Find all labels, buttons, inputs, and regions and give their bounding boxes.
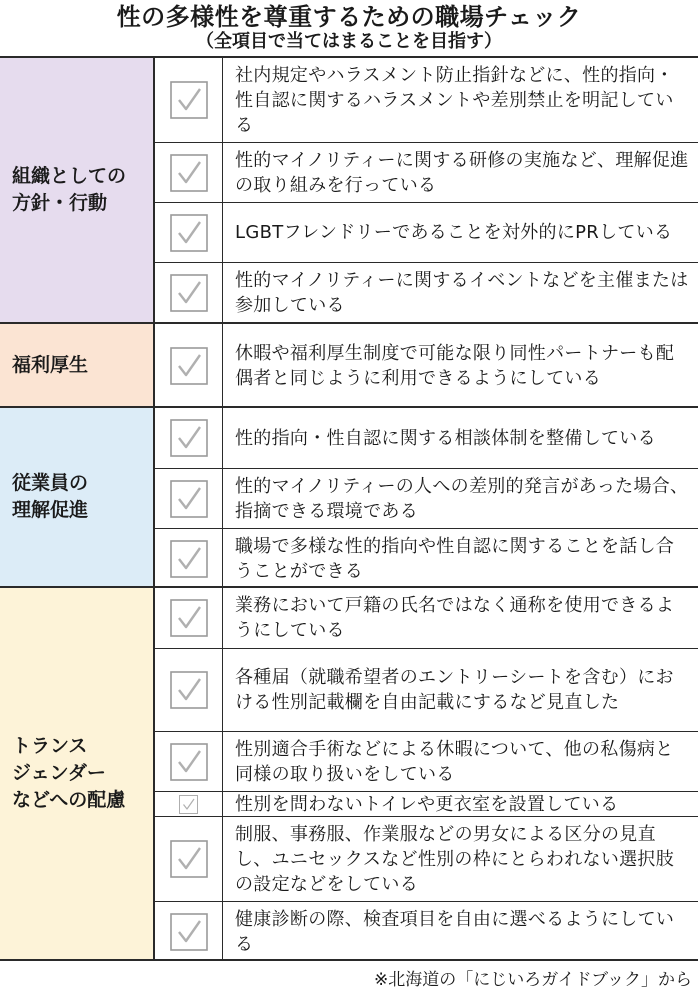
checkbox[interactable] xyxy=(155,529,223,588)
checklist-row xyxy=(155,58,698,142)
checkmark-icon xyxy=(170,274,208,312)
checklist-row xyxy=(155,648,698,731)
category-label: 組織としての 方針・行動 xyxy=(12,165,127,214)
checklist-row xyxy=(155,408,698,468)
checklist-row xyxy=(155,731,698,791)
checklist-item-text: 性的マイノリティーに関する研修の実施など、理解促進の取り組みを行っている xyxy=(235,149,689,196)
checkbox[interactable] xyxy=(155,408,223,468)
checklist-row xyxy=(155,324,698,408)
checkmark-icon xyxy=(170,347,208,385)
checkbox[interactable] xyxy=(155,817,223,901)
checkmark-icon xyxy=(170,540,208,578)
checklist-group xyxy=(0,322,698,406)
checklist-item-text: 性的マイノリティーに関するイベントなどを主催または参加している xyxy=(235,269,689,316)
checklist-row xyxy=(155,901,698,961)
checkmark-icon xyxy=(170,671,208,709)
checklist-item-text: 社内規定やハラスメント防止指針などに、性的指向・性自認に関するハラスメントや差別禁止を明記している xyxy=(235,64,674,136)
category-label: 従業員の 理解促進 xyxy=(12,472,89,521)
checklist-group xyxy=(0,586,698,959)
checkbox[interactable] xyxy=(155,649,223,731)
category-transgender-consideration xyxy=(0,588,155,959)
category-employee-understanding xyxy=(0,408,155,586)
category-label: 福利厚生 xyxy=(12,353,89,376)
checklist-item-text: LGBTフレンドリーであることを対外的にPRしている xyxy=(235,222,673,243)
checklist-item-text: 性別を問わないトイレや更衣室を設置している xyxy=(235,793,619,815)
checklist-row xyxy=(155,791,698,816)
checkmark-icon xyxy=(170,599,208,637)
checklist-item-text: 健康診断の際、検査項目を自由に選べるようにしている xyxy=(235,908,675,955)
checklist-row xyxy=(155,262,698,322)
checkbox[interactable] xyxy=(155,263,223,322)
checkmark-icon xyxy=(179,795,198,814)
checklist-row xyxy=(155,142,698,202)
checklist-row xyxy=(155,468,698,528)
checklist-row xyxy=(155,816,698,901)
checkbox[interactable] xyxy=(155,58,223,142)
checklist-item-text: 性的指向・性自認に関する相談体制を整備している xyxy=(235,427,656,449)
checkbox[interactable] xyxy=(155,792,223,816)
checkbox[interactable] xyxy=(155,203,223,262)
checkbox[interactable] xyxy=(155,469,223,528)
category-label: トランス ジェンダー などへの配慮 xyxy=(12,735,126,811)
category-policy-actions xyxy=(0,58,155,322)
category-welfare xyxy=(0,324,155,406)
checkmark-icon xyxy=(170,743,208,781)
checklist-row xyxy=(155,202,698,262)
checklist-item-text: 各種届（就職希望者のエントリーシートを含む）における性別記載欄を自由記載にするなど見直した xyxy=(235,667,674,713)
checkmark-icon xyxy=(170,913,208,951)
checklist-row xyxy=(155,588,698,648)
checklist-item-text: 性的マイノリティーの人への差別的発言があった場合、指摘できる環境である xyxy=(235,475,689,522)
checklist-item-text: 業務において戸籍の氏名ではなく通称を使用できるようにしている xyxy=(235,595,675,641)
checkmark-icon xyxy=(170,81,208,119)
checklist-row xyxy=(155,528,698,588)
checklist-group xyxy=(0,406,698,586)
checkbox[interactable] xyxy=(155,324,223,408)
checkbox[interactable] xyxy=(155,902,223,961)
checkbox[interactable] xyxy=(155,588,223,648)
page-subtitle: （全項目で当てはまることを目指す） xyxy=(196,31,502,52)
checklist-item-text: 職場で多様な性的指向や性自認に関することを話し合うことができる xyxy=(235,535,675,582)
checkbox[interactable] xyxy=(155,143,223,202)
checklist-group xyxy=(0,58,698,322)
source-footnote: ※北海道の「にじいろガイドブック」から xyxy=(373,970,692,990)
checklist-table xyxy=(0,56,698,961)
checkmark-icon xyxy=(170,480,208,518)
checkmark-icon xyxy=(170,840,208,878)
checkmark-icon xyxy=(170,214,208,252)
checklist-item-text: 制服、事務服、作業服などの男女による区分の見直し、ユニセックスなど性別の枠にとらわれない選択肢の設定などをしている xyxy=(235,823,675,895)
checklist-item-text: 性別適合手術などによる休暇について、他の私傷病と同様の取り扱いをしている xyxy=(235,738,674,785)
checkbox[interactable] xyxy=(155,732,223,791)
checkmark-icon xyxy=(170,419,208,457)
checkmark-icon xyxy=(170,154,208,192)
checklist-item-text: 休暇や福利厚生制度で可能な限り同性パートナーも配偶者と同じように利用できるようにしている xyxy=(235,343,675,389)
page-title: 性の多様性を尊重するための職場チェック xyxy=(116,3,582,31)
